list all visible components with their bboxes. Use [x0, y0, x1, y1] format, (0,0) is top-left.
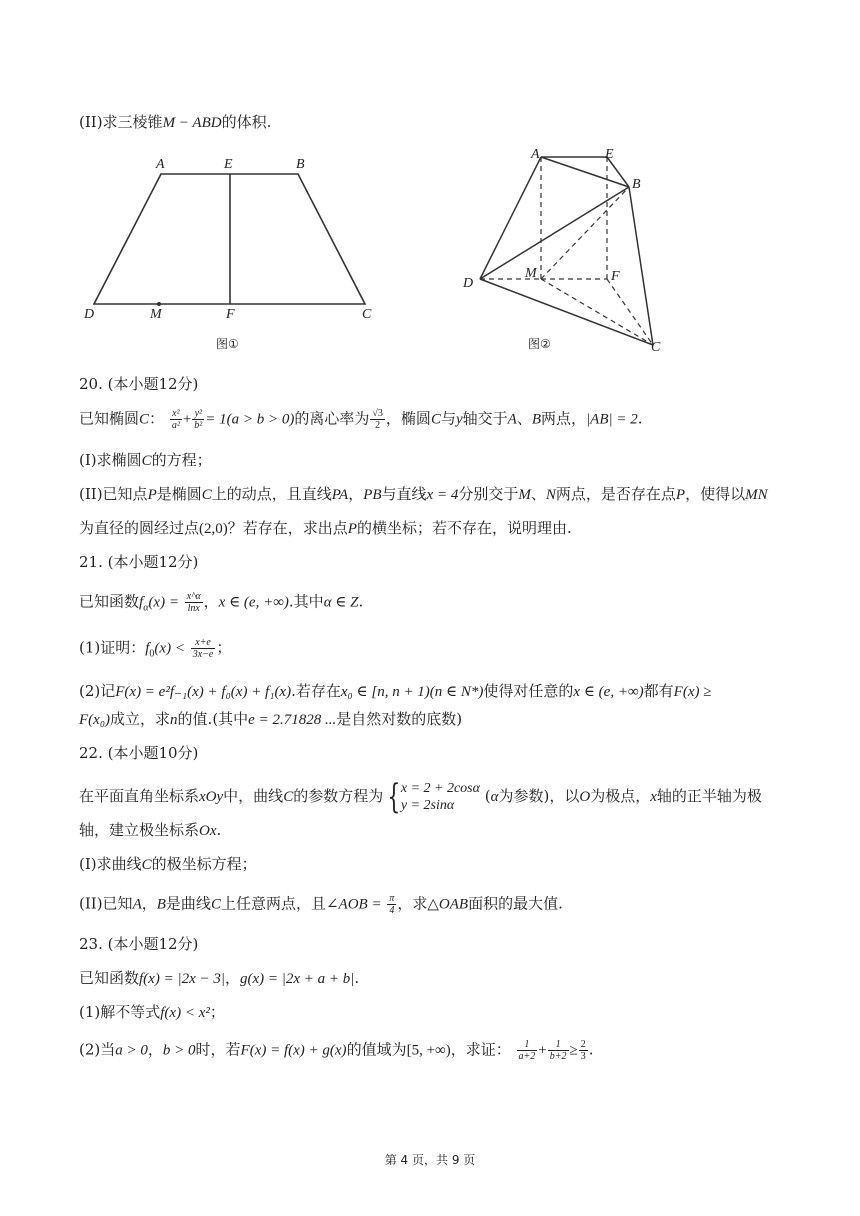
parametric-system [401, 780, 480, 814]
fraction-x2-a2 [170, 408, 182, 431]
text: 轴交于 [462, 409, 508, 428]
text: 轴，建立极坐标系 [79, 821, 200, 839]
page-footer: 第 4 页，共 9 页 [384, 1153, 476, 1167]
equation-x: x = 2 + 2cosα [400, 781, 480, 796]
text: ，求△ [397, 894, 439, 913]
figure-2 [455, 140, 685, 360]
math: O [579, 789, 591, 805]
text: 的离心率为 [294, 409, 370, 428]
text: ， [224, 969, 240, 987]
text: ， [203, 592, 219, 611]
label-D: D [463, 276, 474, 291]
denominator: 3x−e [192, 649, 214, 660]
numerator: π [389, 893, 395, 904]
text: 已知椭圆 [79, 409, 140, 428]
numerator: √3 [372, 408, 383, 419]
text: 的值.(其中 [177, 710, 249, 728]
text: 已知函数 [79, 969, 140, 987]
math: (x) < [154, 640, 185, 657]
q23-part1 [79, 1002, 225, 1023]
text: 分别交于 [458, 485, 519, 503]
text: (2)当 [79, 1040, 116, 1059]
math: e = 2.71828 ... [248, 712, 337, 728]
math: OAB [438, 896, 469, 913]
text: 上任意两点，且 [220, 894, 326, 913]
text: . [358, 592, 364, 611]
fraction-x-alpha-lnx [185, 591, 203, 614]
denominator: lnx [187, 603, 200, 614]
q22-part1 [79, 854, 257, 875]
fraction-2-3 [579, 1039, 588, 1062]
math: x₀ ∈ [n, n + 1)(n ∈ N*) [340, 684, 484, 700]
text: (II)已知 [79, 894, 133, 913]
text: (1)证明： [79, 638, 146, 657]
math: P [147, 487, 157, 503]
math: α [490, 789, 499, 805]
q20-header: 20. (本小题12分) [79, 375, 199, 393]
text: ？若存在，求出点 [227, 519, 348, 537]
text: 轴的正半轴为极 [656, 787, 762, 805]
fraction-pi-4 [387, 893, 396, 916]
text: (I)求曲线 [79, 855, 142, 873]
denominator: b² [194, 420, 203, 431]
text: (I)求椭圆 [79, 451, 142, 469]
math: α ∈ Z [323, 594, 359, 611]
math: C [283, 789, 294, 805]
text: 为直径的圆经过点 [79, 519, 200, 537]
math: C [139, 411, 150, 428]
text: ，使得以 [685, 485, 746, 503]
math: x [650, 789, 657, 805]
math: (2,0) [199, 521, 228, 537]
denominator: 3 [580, 1051, 586, 1062]
text: (1)解不等式 [79, 1003, 161, 1021]
text: 成立，求 [110, 710, 171, 728]
text: 的参数方程为 [293, 787, 384, 805]
denominator: a+2 [518, 1051, 536, 1062]
text: 两点，是否存在点 [555, 485, 676, 503]
numerator: x+e [191, 637, 216, 649]
math: b > 0 [162, 1042, 196, 1059]
q20-part2-line1 [79, 484, 768, 505]
text: . [637, 409, 643, 428]
text: 是曲线 [165, 894, 211, 913]
label-F: F [226, 307, 235, 322]
numerator: x² [170, 408, 182, 420]
q21-stem [79, 591, 363, 619]
text: 的值域为 [346, 1040, 407, 1059]
text: 的横坐标；若不存在，说明理由. [356, 519, 572, 537]
label-E: E [224, 157, 233, 172]
text: ； [209, 1003, 225, 1021]
label-A: A [531, 147, 540, 162]
math-expr: M − ABD [162, 115, 222, 131]
math: = 1(a > b > 0) [205, 411, 295, 428]
text: 的体积. [221, 113, 272, 131]
subscript: 0 [149, 648, 155, 660]
numerator: y² [192, 408, 204, 420]
numerator: 1 [548, 1039, 569, 1051]
denominator: b+2 [549, 1051, 567, 1062]
math: PA [331, 487, 349, 503]
math: A [507, 411, 517, 428]
math: (x) = [148, 594, 179, 611]
math: M [518, 487, 531, 503]
math: B [531, 411, 542, 428]
q22-part2 [79, 893, 563, 916]
math: C [141, 857, 152, 873]
text: 、 [516, 409, 532, 428]
math: B [156, 896, 166, 913]
math: f(x) < x² [160, 1005, 210, 1021]
math: P [675, 487, 686, 503]
q23-header: 23. (本小题12分) [79, 935, 199, 953]
text: (II)求三棱锥 [79, 113, 163, 131]
q20-part2-line2 [79, 518, 572, 539]
q19-part2 [79, 112, 271, 133]
label-B: B [632, 177, 641, 192]
math: P [347, 521, 357, 537]
math: C [141, 453, 152, 469]
label-M: M [150, 307, 162, 322]
text: 与 [440, 409, 456, 428]
math: C [430, 411, 441, 428]
text: 为极点， [590, 787, 651, 805]
text: ， [348, 485, 364, 503]
math: [5, +∞) [406, 1042, 451, 1059]
text: 使得对任意的 [483, 682, 574, 700]
math: |AB| = 2 [586, 411, 638, 428]
text: ： [149, 409, 165, 428]
q21-part2-line2 [79, 709, 462, 730]
q21-part1 [79, 637, 231, 665]
label-C: C [651, 340, 661, 355]
text: 、 [530, 485, 546, 503]
math: PB [363, 487, 382, 503]
q21-header: 21. (本小题12分) [79, 553, 199, 571]
text: ， [147, 1040, 163, 1059]
numerator: x^α [186, 591, 201, 602]
text: . [216, 821, 222, 839]
math: F(x) = f(x) + g(x) [240, 1042, 347, 1059]
text: (II)已知点 [79, 485, 148, 503]
math: a > 0 [115, 1042, 148, 1059]
label-M: M [525, 266, 537, 281]
text: 与直线 [381, 485, 427, 503]
math: C [210, 896, 221, 913]
math: ∠AOB = [325, 896, 382, 913]
text: 的方程； [151, 451, 212, 469]
math: g(x) = |2x + a + b| [240, 971, 355, 987]
math: x = 4 [426, 487, 459, 503]
fraction-bound [191, 637, 216, 660]
text: ； [216, 638, 232, 657]
q22-header: 22. (本小题10分) [79, 744, 199, 762]
numerator: 1 [517, 1039, 538, 1051]
denominator: 2 [375, 420, 381, 431]
fraction-1-a2 [517, 1039, 538, 1062]
math: F(x₀) [79, 712, 111, 728]
math: f [145, 640, 150, 657]
brace: { [387, 777, 401, 817]
equation-y: y = 2sinα [400, 798, 455, 813]
text: 已知函数 [79, 592, 140, 611]
text: . [354, 969, 360, 987]
q20-stem [79, 408, 643, 431]
text: 中，曲线 [223, 787, 284, 805]
math: F(x) ≥ [673, 684, 712, 700]
math: xOy [199, 789, 224, 805]
text: 两点， [541, 409, 587, 428]
q23-stem [79, 968, 359, 989]
math: MN [745, 487, 768, 503]
label-D: D [84, 307, 95, 322]
math: F(x) = e²f₋₁(x) + f₀(x) + f₁(x) [115, 684, 292, 700]
text: ， [141, 894, 157, 913]
denominator: 4 [389, 905, 395, 916]
math: Ox [199, 823, 217, 839]
text: 时，若 [195, 1040, 241, 1059]
label-F: F [611, 269, 620, 284]
label-A: A [156, 157, 165, 172]
figure-2-caption: 图② [528, 337, 551, 351]
text: .若存在 [291, 682, 341, 700]
q20-part1 [79, 450, 212, 471]
figure-1-caption: 图① [216, 337, 239, 351]
plus: + [182, 411, 192, 428]
text: 是自然对数的底数) [336, 710, 463, 728]
text: ，求证： [450, 1040, 511, 1059]
fraction-1-b2 [548, 1039, 569, 1062]
figure-1 [80, 150, 380, 360]
text: 为参数)，以 [498, 787, 580, 805]
math: N [545, 487, 556, 503]
text: 都有 [643, 682, 674, 700]
math: f [139, 594, 144, 611]
label-B: B [296, 157, 305, 172]
math: x ∈ (e, +∞) [573, 684, 644, 700]
subscript: α [143, 602, 149, 614]
geq: ≥ [569, 1042, 578, 1059]
text: 面积的最大值. [468, 894, 563, 913]
math: y [455, 411, 463, 428]
numerator: 2 [580, 1039, 586, 1050]
label-E: E [605, 147, 614, 162]
math: A [132, 896, 142, 913]
text: ，椭圆 [385, 409, 431, 428]
text: .其中 [288, 592, 324, 611]
text: 的极坐标方程； [151, 855, 257, 873]
label-C: C [362, 307, 372, 322]
q23-part2 [79, 1039, 594, 1062]
math: f(x) = |2x − 3| [139, 971, 225, 987]
q22-stem2 [79, 820, 221, 841]
fraction-eccentricity [370, 408, 385, 431]
plus: + [538, 1042, 547, 1059]
fraction-y2-b2 [192, 408, 204, 431]
text: . [588, 1040, 594, 1059]
math: n [170, 712, 178, 728]
text: 上的动点，且直线 [211, 485, 332, 503]
q21-part2-line1 [79, 681, 711, 702]
math: C [201, 487, 212, 503]
text: 在平面直角坐标系 [79, 787, 200, 805]
q22-stem [79, 777, 762, 817]
denominator: a² [171, 420, 180, 431]
text: 是椭圆 [156, 485, 202, 503]
text: (2)记 [79, 682, 116, 700]
math: x ∈ (e, +∞) [218, 594, 289, 611]
text: ( [484, 787, 491, 805]
